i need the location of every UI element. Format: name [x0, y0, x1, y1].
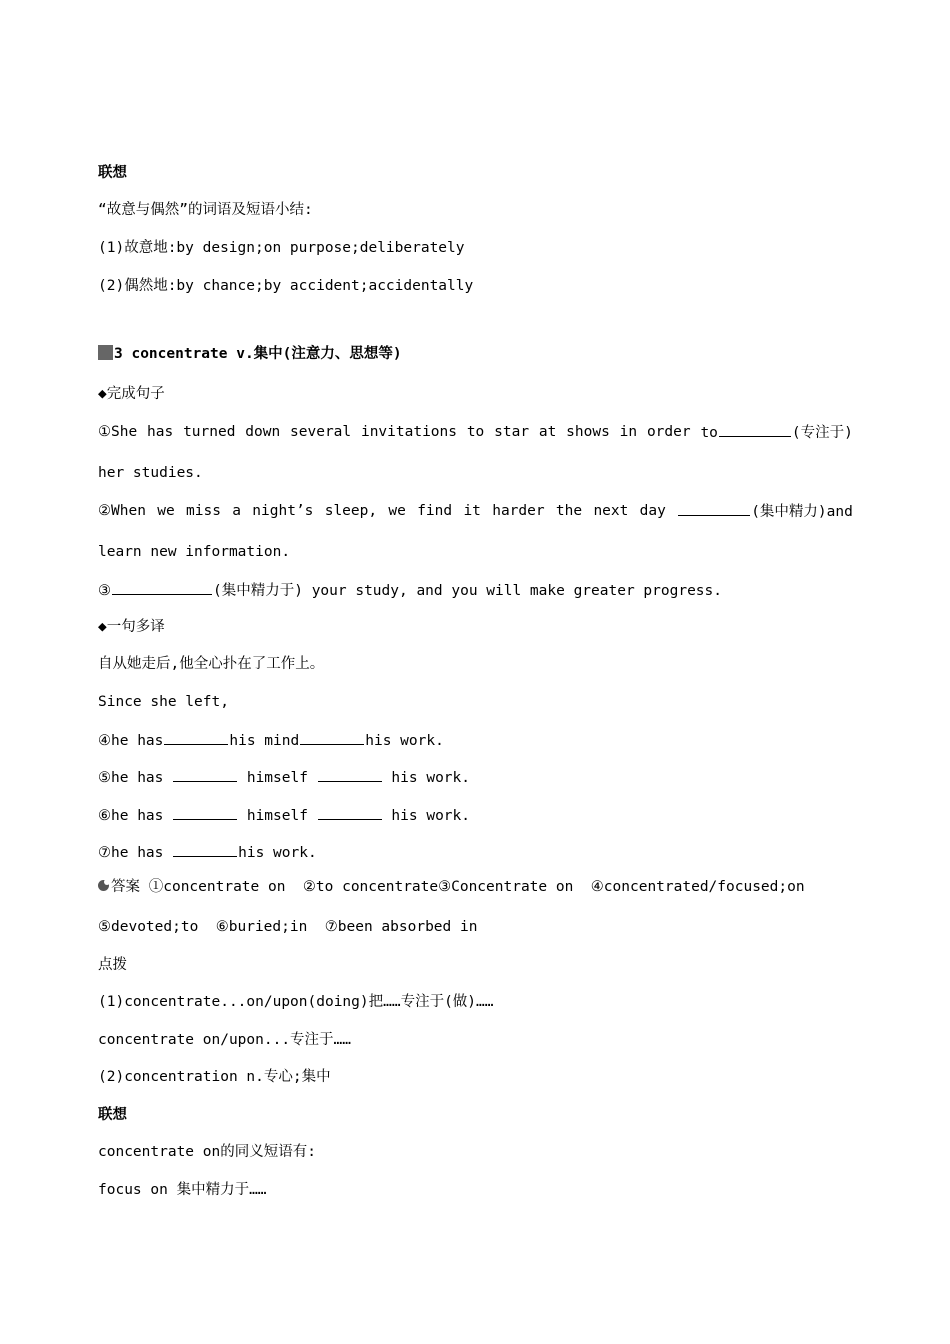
- answer-icon: [98, 880, 109, 891]
- translation-text: his work.: [382, 808, 470, 824]
- sentence-word: next: [593, 503, 629, 519]
- answers-text: ①concentrate on ②to concentrate③Concentrate on ④concentrated/focused;on: [140, 879, 805, 895]
- answer-blank-6b[interactable]: [318, 805, 382, 820]
- answer-blank-2[interactable]: [678, 501, 750, 516]
- sentence-word: we: [157, 503, 175, 519]
- section-3-heading: [98, 344, 402, 364]
- translation-text: ⑤he has: [98, 770, 173, 786]
- section-3-heading-text: 3 concentrate v.集中(注意力、思想等): [114, 346, 402, 362]
- answer-blank-7[interactable]: [173, 842, 237, 857]
- sentence-word: to: [700, 425, 718, 441]
- translation-text: his mind: [229, 733, 300, 749]
- translation-text: ⑦he has: [98, 845, 173, 861]
- answer-blank-5b[interactable]: [318, 767, 382, 782]
- sentence-text: (集中精力于) your study, and you will make greater progress.: [213, 583, 722, 599]
- answers-label: 答案: [111, 879, 140, 895]
- answer-blank-6a[interactable]: [173, 805, 237, 820]
- answer-blank-4b[interactable]: [300, 730, 364, 745]
- sentence-2-continuation: learn new information.: [98, 544, 291, 560]
- sentence-word: the: [555, 503, 583, 519]
- circled-number: ③: [98, 583, 111, 599]
- multi-translation-heading: ◆一句多译: [98, 619, 165, 635]
- sentence-1: [98, 422, 853, 443]
- sentence-word: night’s: [252, 503, 314, 519]
- translation-text: his work.: [382, 770, 470, 786]
- translation-text: himself: [238, 808, 317, 824]
- sentence-word: day: [639, 503, 666, 519]
- dianbo-point-2: (2)concentration n.专心;集中: [98, 1069, 331, 1085]
- sentence-word: it: [463, 503, 481, 519]
- since-clause: Since she left,: [98, 694, 229, 710]
- summary-title: “故意与偶然”的词语及短语小结:: [98, 202, 313, 218]
- sentence-word: in: [619, 424, 638, 440]
- sentence-word: turned: [183, 424, 236, 440]
- translation-4: [98, 730, 444, 751]
- sentence-word: miss: [186, 503, 221, 519]
- translation-5: [98, 767, 470, 788]
- answer-blank-4a[interactable]: [164, 730, 228, 745]
- sentence-word: invitations: [360, 424, 457, 440]
- sentence-word: down: [245, 424, 281, 440]
- sentence-word-with-blank: [700, 422, 852, 443]
- summary-item-1: (1)故意地:by design;on purpose;deliberately: [98, 240, 465, 256]
- sentence-2: [98, 501, 853, 522]
- lianxiang-text-2: focus on 集中精力于……: [98, 1182, 267, 1198]
- answers-line-2: ⑤devoted;to ⑥buried;in ⑦been absorbed in: [98, 919, 478, 935]
- sentence-word: harder: [492, 503, 545, 519]
- lianxiang-text-1: concentrate on的同义短语有:: [98, 1144, 316, 1160]
- lianxiang-heading-2: 联想: [98, 1107, 127, 1123]
- dianbo-point-1: (1)concentrate...on/upon(doing)把……专注于(做)……: [98, 994, 494, 1010]
- answers-line-1: [98, 877, 805, 897]
- sentence-3: [98, 580, 722, 601]
- hint-text: (集中精力)and: [751, 504, 853, 520]
- sentence-word: sleep,: [324, 503, 378, 519]
- blank-with-hint: [677, 501, 853, 522]
- sentence-word: find: [417, 503, 453, 519]
- translation-text: his work.: [238, 845, 317, 861]
- sentence-word: a: [232, 503, 241, 519]
- translation-text: ④he has: [98, 733, 164, 749]
- translation-text: himself: [238, 770, 317, 786]
- sentence-word: ①She: [98, 424, 138, 440]
- sentence-word: star: [494, 424, 530, 440]
- summary-item-2: (2)偶然地:by chance;by accident;accidentally: [98, 278, 474, 294]
- dianbo-heading: 点拨: [98, 957, 127, 973]
- answer-blank-5a[interactable]: [173, 767, 237, 782]
- sentence-word: has: [147, 424, 174, 440]
- complete-sentences-heading: ◆完成句子: [98, 386, 165, 402]
- sentence-word: to: [466, 424, 485, 440]
- sentence-word: several: [290, 424, 352, 440]
- translation-text: his work.: [365, 733, 444, 749]
- sentence-word: we: [388, 503, 406, 519]
- translation-6: [98, 805, 470, 826]
- square-bullet-icon: [98, 345, 113, 360]
- dianbo-point-1b: concentrate on/upon...专注于……: [98, 1032, 352, 1048]
- sentence-word: at: [538, 424, 557, 440]
- translation-text: ⑥he has: [98, 808, 173, 824]
- answer-blank-3[interactable]: [112, 580, 212, 595]
- chinese-sentence: 自从她走后,他全心扑在了工作上。: [98, 656, 325, 672]
- lianxiang-heading: 联想: [98, 165, 127, 181]
- answer-blank-1[interactable]: [719, 422, 791, 437]
- sentence-word: shows: [566, 424, 610, 440]
- sentence-word: ②When: [98, 503, 146, 519]
- hint-text: (专注于): [791, 425, 853, 441]
- sentence-word: order: [646, 424, 691, 440]
- translation-7: [98, 842, 317, 863]
- sentence-1-continuation: her studies.: [98, 465, 203, 481]
